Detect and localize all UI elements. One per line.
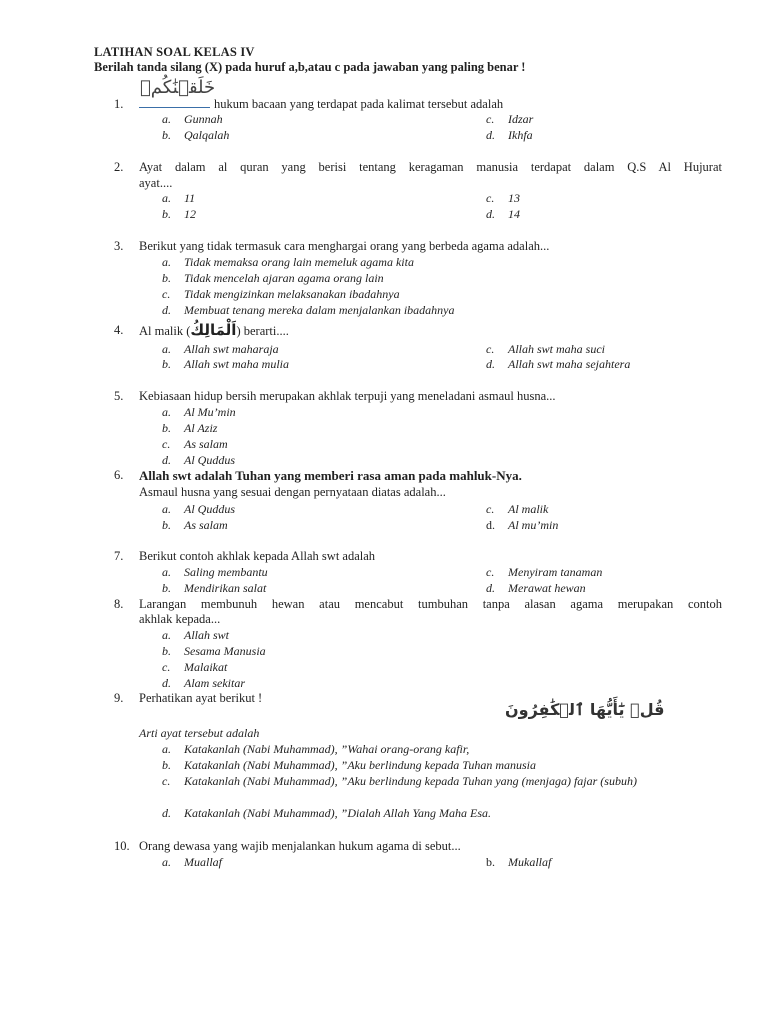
option-letter: b.: [486, 855, 495, 869]
option-text: Katakanlah (Nabi Muhammad), ”Aku berlindung kepada Tuhan yang (menjaga) fajar (subuh): [184, 774, 637, 788]
option-letter: c.: [162, 437, 171, 451]
question-4-stem: [139, 320, 289, 341]
question-number: 8.: [114, 597, 124, 611]
option-2b[interactable]: [162, 207, 462, 222]
option-letter: a.: [162, 405, 171, 419]
option-8d[interactable]: [162, 676, 462, 691]
option-3b[interactable]: [162, 271, 562, 286]
option-text: Gunnah: [184, 112, 223, 126]
arabic-word-al-malik: اَلْمَالِكُ: [190, 321, 237, 339]
option-7b[interactable]: [162, 581, 462, 596]
option-text: Katakanlah (Nabi Muhammad), ”Wahai orang-orang kafir,: [184, 742, 470, 756]
arabic-verse-q9: قُلۡ يَٰٓأَيُّهَا ٱلۡكَٰفِرُونَ: [505, 700, 665, 719]
question-number: 10.: [114, 839, 130, 853]
question-number: 2.: [114, 160, 124, 174]
option-1d[interactable]: [486, 128, 722, 143]
option-letter: c.: [486, 342, 495, 356]
option-text: As salam: [184, 518, 228, 532]
arabic-word-q1: خَلَقۡنَٰكُمۡ: [140, 77, 216, 98]
option-text: Ikhfa: [508, 128, 533, 142]
option-text: Allah swt: [184, 628, 230, 642]
option-text: Mukallaf: [508, 855, 552, 869]
option-text: Allah swt maha sejahtera: [508, 357, 631, 371]
option-4d[interactable]: [486, 357, 722, 372]
option-text: Tidak mengizinkan melaksanakan ibadahnya: [184, 287, 400, 301]
option-text: Saling membantu: [184, 565, 268, 579]
option-letter: c.: [162, 287, 171, 301]
option-4b[interactable]: [162, 357, 462, 372]
option-text: Allah swt maha mulia: [184, 357, 290, 371]
option-6c[interactable]: [486, 502, 722, 517]
option-letter: d.: [162, 453, 171, 467]
option-4c[interactable]: [486, 342, 722, 357]
question-5-stem: Kebiasaan hidup bersih merupakan akhlak terpuji yang meneladani asmaul husna...: [139, 389, 556, 403]
option-2c[interactable]: [486, 191, 722, 206]
question-4-text-pre: Al malik (: [139, 324, 191, 338]
option-letter: d.: [486, 128, 495, 142]
option-letter: a.: [162, 502, 171, 516]
option-letter: a.: [162, 255, 171, 269]
option-text: Al mu’min: [508, 518, 559, 532]
option-7d[interactable]: [486, 581, 722, 596]
option-text: Sesama Manusia: [184, 644, 266, 658]
question-6-stem-line2: Asmaul husna yang sesuai dengan pernyataan diatas adalah...: [139, 485, 446, 499]
option-letter: b.: [162, 518, 171, 532]
option-letter: d.: [162, 806, 171, 820]
option-text: Tidak mencelah ajaran agama orang lain: [184, 271, 384, 285]
option-letter: b.: [162, 581, 171, 595]
option-letter: c.: [486, 502, 495, 516]
option-letter: d.: [486, 357, 495, 371]
option-letter: d.: [486, 518, 495, 532]
option-letter: d.: [486, 581, 495, 595]
option-letter: b.: [162, 758, 171, 772]
question-number: 7.: [114, 549, 124, 563]
option-9d[interactable]: [162, 806, 722, 821]
option-letter: b.: [162, 644, 171, 658]
option-2d[interactable]: [486, 207, 722, 222]
option-text: Merawat hewan: [508, 581, 586, 595]
option-text: Membuat tenang mereka dalam menjalankan ibadahnya: [184, 303, 455, 317]
option-letter: b.: [162, 421, 171, 435]
option-text: 13: [508, 191, 520, 205]
option-letter: b.: [162, 357, 171, 371]
question-8-stem-line2: akhlak kepada...: [139, 612, 221, 626]
option-10b[interactable]: [486, 855, 722, 870]
option-text: 11: [184, 191, 196, 205]
option-text: 14: [508, 207, 520, 221]
option-letter: a.: [162, 191, 171, 205]
option-1b[interactable]: [162, 128, 462, 143]
option-letter: d.: [162, 303, 171, 317]
option-text: Allah swt maha suci: [508, 342, 606, 356]
option-text: Al Quddus: [184, 453, 235, 467]
question-7-stem: Berikut contoh akhlak kepada Allah swt adalah: [139, 549, 376, 563]
question-1-text: hukum bacaan yang terdapat pada kalimat tersebut adalah: [214, 97, 504, 111]
question-2-stem-line1: Ayat dalam al quran yang berisi tentang keragaman manusia terdapat dalam Q.S Al Hujurat: [139, 160, 722, 174]
option-text: 12: [184, 207, 196, 221]
option-6a[interactable]: [162, 502, 462, 517]
option-4a[interactable]: [162, 342, 462, 357]
option-text: Malaikat: [184, 660, 228, 674]
option-9a[interactable]: [162, 742, 722, 757]
instruction-text: Berilah tanda silang (X) pada huruf a,b,atau c pada jawaban yang paling benar !: [94, 60, 526, 74]
option-letter: b.: [162, 271, 171, 285]
option-7c[interactable]: [486, 565, 722, 580]
option-6d[interactable]: [486, 518, 722, 533]
option-text: Qalqalah: [184, 128, 230, 142]
option-3c[interactable]: [162, 287, 562, 302]
option-letter: d.: [162, 676, 171, 690]
option-3a[interactable]: [162, 255, 562, 270]
question-8-stem-line1: Larangan membunuh hewan atau mencabut tumbuhan tanpa alasan agama merupakan contoh: [139, 597, 722, 611]
question-1-stem: [139, 97, 503, 112]
option-letter: c.: [162, 660, 171, 674]
answer-blank: [139, 97, 210, 108]
option-text: Al Quddus: [184, 502, 235, 516]
option-5d[interactable]: [162, 453, 462, 468]
option-text: As salam: [184, 437, 228, 451]
option-text: Alam sekitar: [184, 676, 245, 690]
option-6b[interactable]: [162, 518, 462, 533]
option-10a[interactable]: [162, 855, 462, 870]
option-letter: c.: [162, 774, 171, 788]
question-number: 9.: [114, 691, 124, 705]
option-text: Menyiram tanaman: [508, 565, 603, 579]
option-letter: c.: [486, 112, 495, 126]
question-9-stem: Perhatikan ayat berikut !: [139, 691, 263, 705]
option-1c[interactable]: [486, 112, 722, 127]
option-letter: a.: [162, 742, 171, 756]
option-9b[interactable]: [162, 758, 722, 773]
option-5c[interactable]: [162, 437, 462, 452]
option-text: Al Aziz: [184, 421, 218, 435]
question-number: 4.: [114, 323, 124, 337]
option-letter: b.: [162, 207, 171, 221]
option-text: Katakanlah (Nabi Muhammad), ”Aku berlindung kepada Tuhan manusia: [184, 758, 536, 772]
question-3-stem: Berikut yang tidak termasuk cara menghargai orang yang berbeda agama adalah...: [139, 239, 550, 253]
option-8c[interactable]: [162, 660, 462, 675]
option-letter: a.: [162, 565, 171, 579]
question-number: 6.: [114, 468, 124, 482]
question-9-subtext: Arti ayat tersebut adalah: [139, 726, 260, 740]
option-5a[interactable]: [162, 405, 462, 420]
option-text: Katakanlah (Nabi Muhammad), ”Dialah Allah Yang Maha Esa.: [184, 806, 492, 820]
question-6-stem-bold: Allah swt adalah Tuhan yang memberi rasa aman pada mahluk-Nya.: [139, 468, 522, 483]
option-text: Mendirikan salat: [184, 581, 267, 595]
option-8b[interactable]: [162, 644, 462, 659]
option-text: Idzar: [508, 112, 534, 126]
option-1a[interactable]: [162, 112, 462, 127]
option-text: Tidak memaksa orang lain memeluk agama kita: [184, 255, 414, 269]
option-text: Muallaf: [184, 855, 222, 869]
option-letter: b.: [162, 128, 171, 142]
option-text: Al malik: [508, 502, 549, 516]
option-text: Al Mu’min: [184, 405, 236, 419]
option-7a[interactable]: [162, 565, 462, 580]
question-10-stem: Orang dewasa yang wajib menjalankan hukum agama di sebut...: [139, 839, 461, 853]
option-2a[interactable]: [162, 191, 462, 206]
option-letter: c.: [486, 191, 495, 205]
option-letter: d.: [486, 207, 495, 221]
question-number: 3.: [114, 239, 124, 253]
option-text: Allah swt maharaja: [184, 342, 279, 356]
option-letter: c.: [486, 565, 495, 579]
question-2-stem-line2: ayat....: [139, 176, 173, 190]
option-5b[interactable]: [162, 421, 462, 436]
option-9c[interactable]: [162, 774, 722, 805]
question-4-text-post: ) berarti....: [236, 324, 289, 338]
option-3d[interactable]: [162, 303, 562, 318]
worksheet-title: LATIHAN SOAL KELAS IV: [94, 45, 255, 59]
option-letter: a.: [162, 628, 171, 642]
option-8a[interactable]: [162, 628, 462, 643]
option-letter: a.: [162, 112, 171, 126]
question-number: 5.: [114, 389, 124, 403]
option-letter: a.: [162, 855, 171, 869]
question-number: 1.: [114, 97, 124, 111]
option-letter: a.: [162, 342, 171, 356]
